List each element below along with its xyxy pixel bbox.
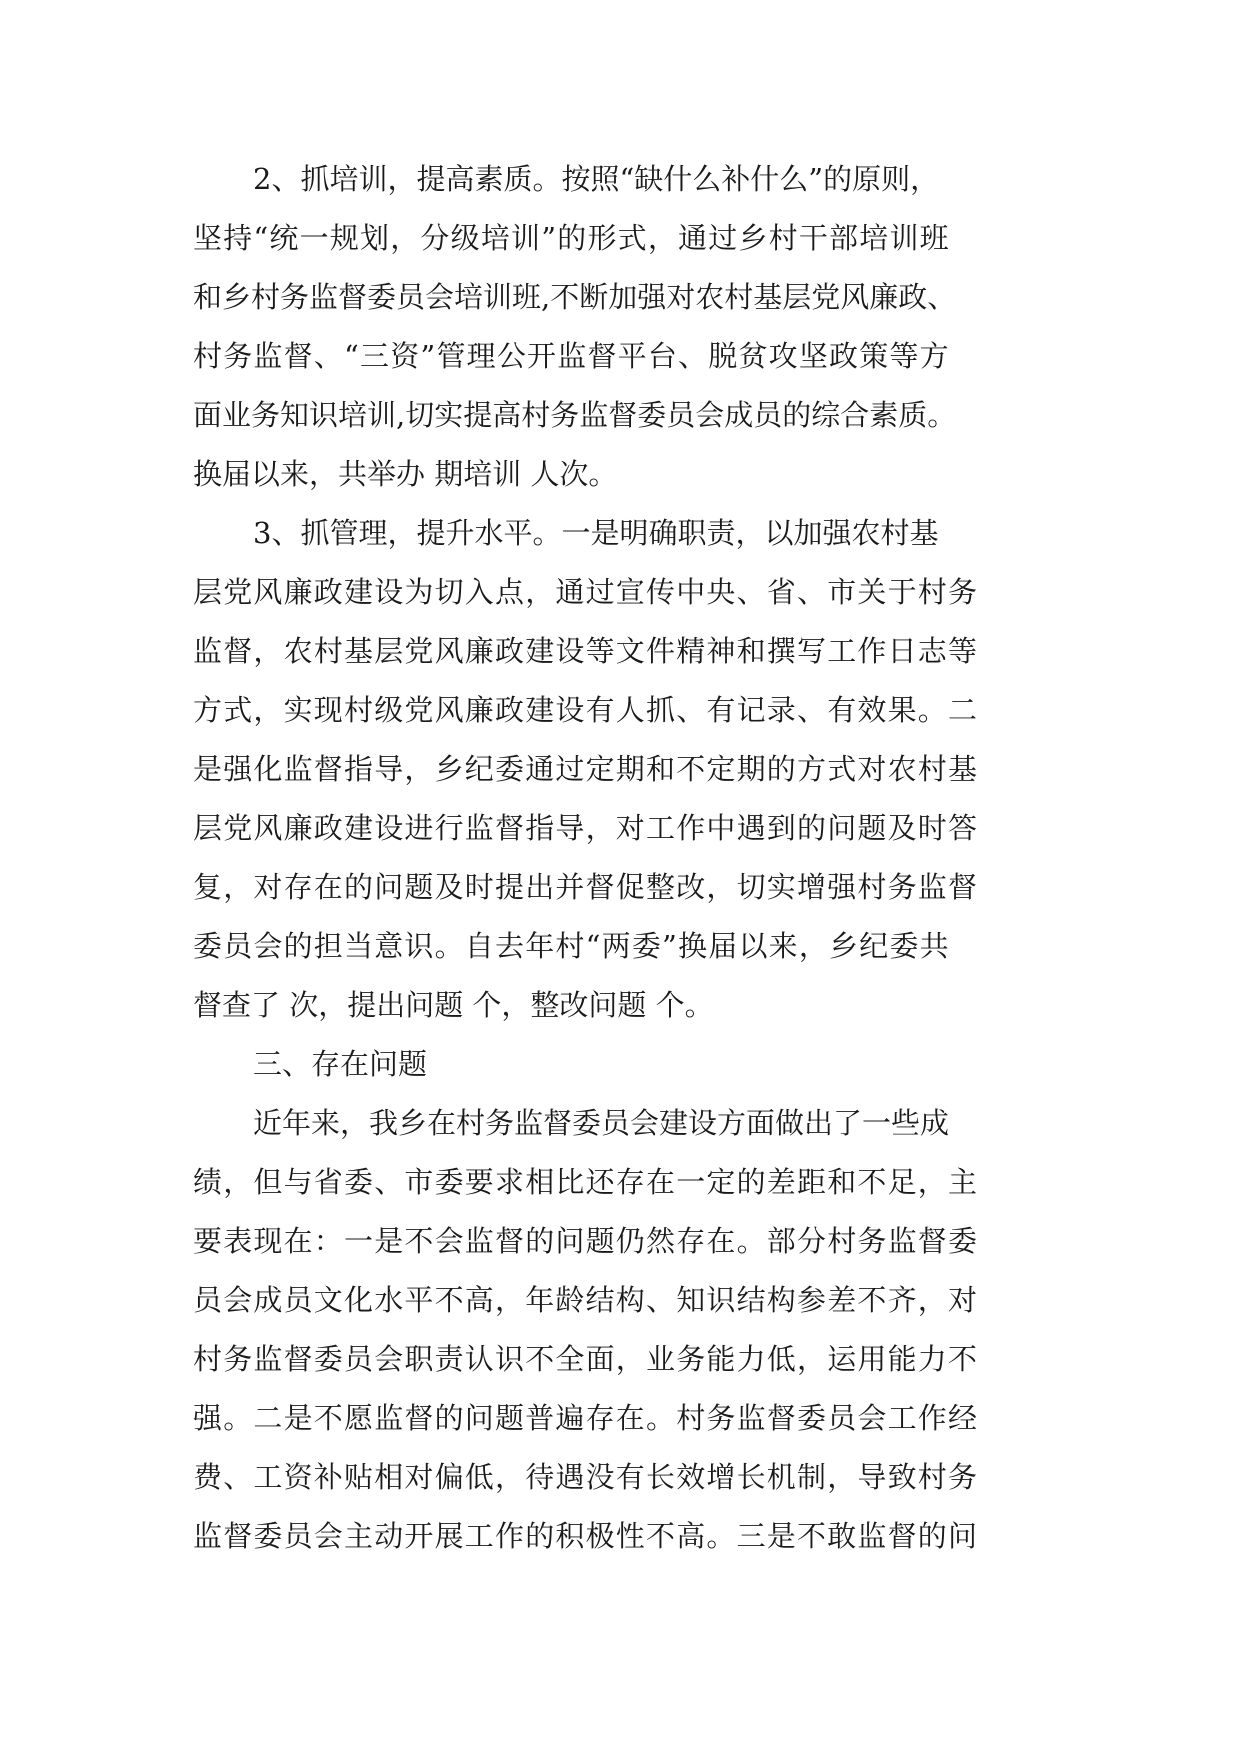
paragraph-line: 监督，农村基层党风廉政建设等文件精神和撰写工作日志等	[193, 634, 979, 668]
paragraph-line: 和乡村务监督委员会培训班,不断加强对农村基层党风廉政、	[193, 280, 957, 314]
paragraph-line: 督查了 次，提出问题 个，整改问题 个。	[193, 988, 714, 1022]
section-heading: 三、存在问题	[253, 1047, 428, 1081]
paragraph-line: 2、抓培训，提高素质。按照“缺什么补什么”的原则，	[253, 162, 940, 196]
paragraph-line: 3、抓管理，提升水平。一是明确职责，以加强农村基	[253, 516, 939, 550]
paragraph-line: 面业务知识培训,切实提高村务监督委员会成员的综合素质。	[193, 398, 957, 432]
paragraph-line: 费、工资补贴相对偏低，待遇没有长效增长机制，导致村务	[193, 1460, 979, 1494]
paragraph-line: 员会成员文化水平不高，年龄结构、知识结构参差不齐，对	[193, 1283, 979, 1317]
paragraph-line: 换届以来，共举办 期培训 人次。	[193, 457, 618, 491]
paragraph-line: 村务监督委员会职责认识不全面，业务能力低，运用能力不	[193, 1342, 979, 1376]
paragraph-line: 方式，实现村级党风廉政建设有人抓、有记录、有效果。二	[193, 693, 979, 727]
paragraph-line: 是强化监督指导，乡纪委通过定期和不定期的方式对农村基	[193, 752, 979, 786]
paragraph-line: 村务监督、“三资”管理公开监督平台、脱贫攻坚政策等方	[193, 339, 950, 373]
body-text	[193, 150, 1093, 1566]
paragraph-line: 层党风廉政建设进行监督指导，对工作中遇到的问题及时答	[193, 811, 979, 845]
paragraph-line: 近年来，我乡在村务监督委员会建设方面做出了一些成	[253, 1106, 950, 1140]
paragraph-line: 要表现在：一是不会监督的问题仍然存在。部分村务监督委	[193, 1224, 979, 1258]
paragraph-line: 坚持“统一规划，分级培训”的形式，通过乡村干部培训班	[193, 221, 950, 255]
paragraph-line: 绩，但与省委、市委要求相比还存在一定的差距和不足，主	[193, 1165, 979, 1199]
paragraph-line: 委员会的担当意识。自去年村“两委”换届以来，乡纪委共	[193, 929, 950, 963]
paragraph-line: 层党风廉政建设为切入点，通过宣传中央、省、市关于村务	[193, 575, 979, 609]
paragraph-line: 复，对存在的问题及时提出并督促整改，切实增强村务监督	[193, 870, 979, 904]
paragraph-line: 监督委员会主动开展工作的积极性不高。三是不敢监督的问	[193, 1519, 979, 1553]
paragraph-line: 强。二是不愿监督的问题普遍存在。村务监督委员会工作经	[193, 1401, 979, 1435]
